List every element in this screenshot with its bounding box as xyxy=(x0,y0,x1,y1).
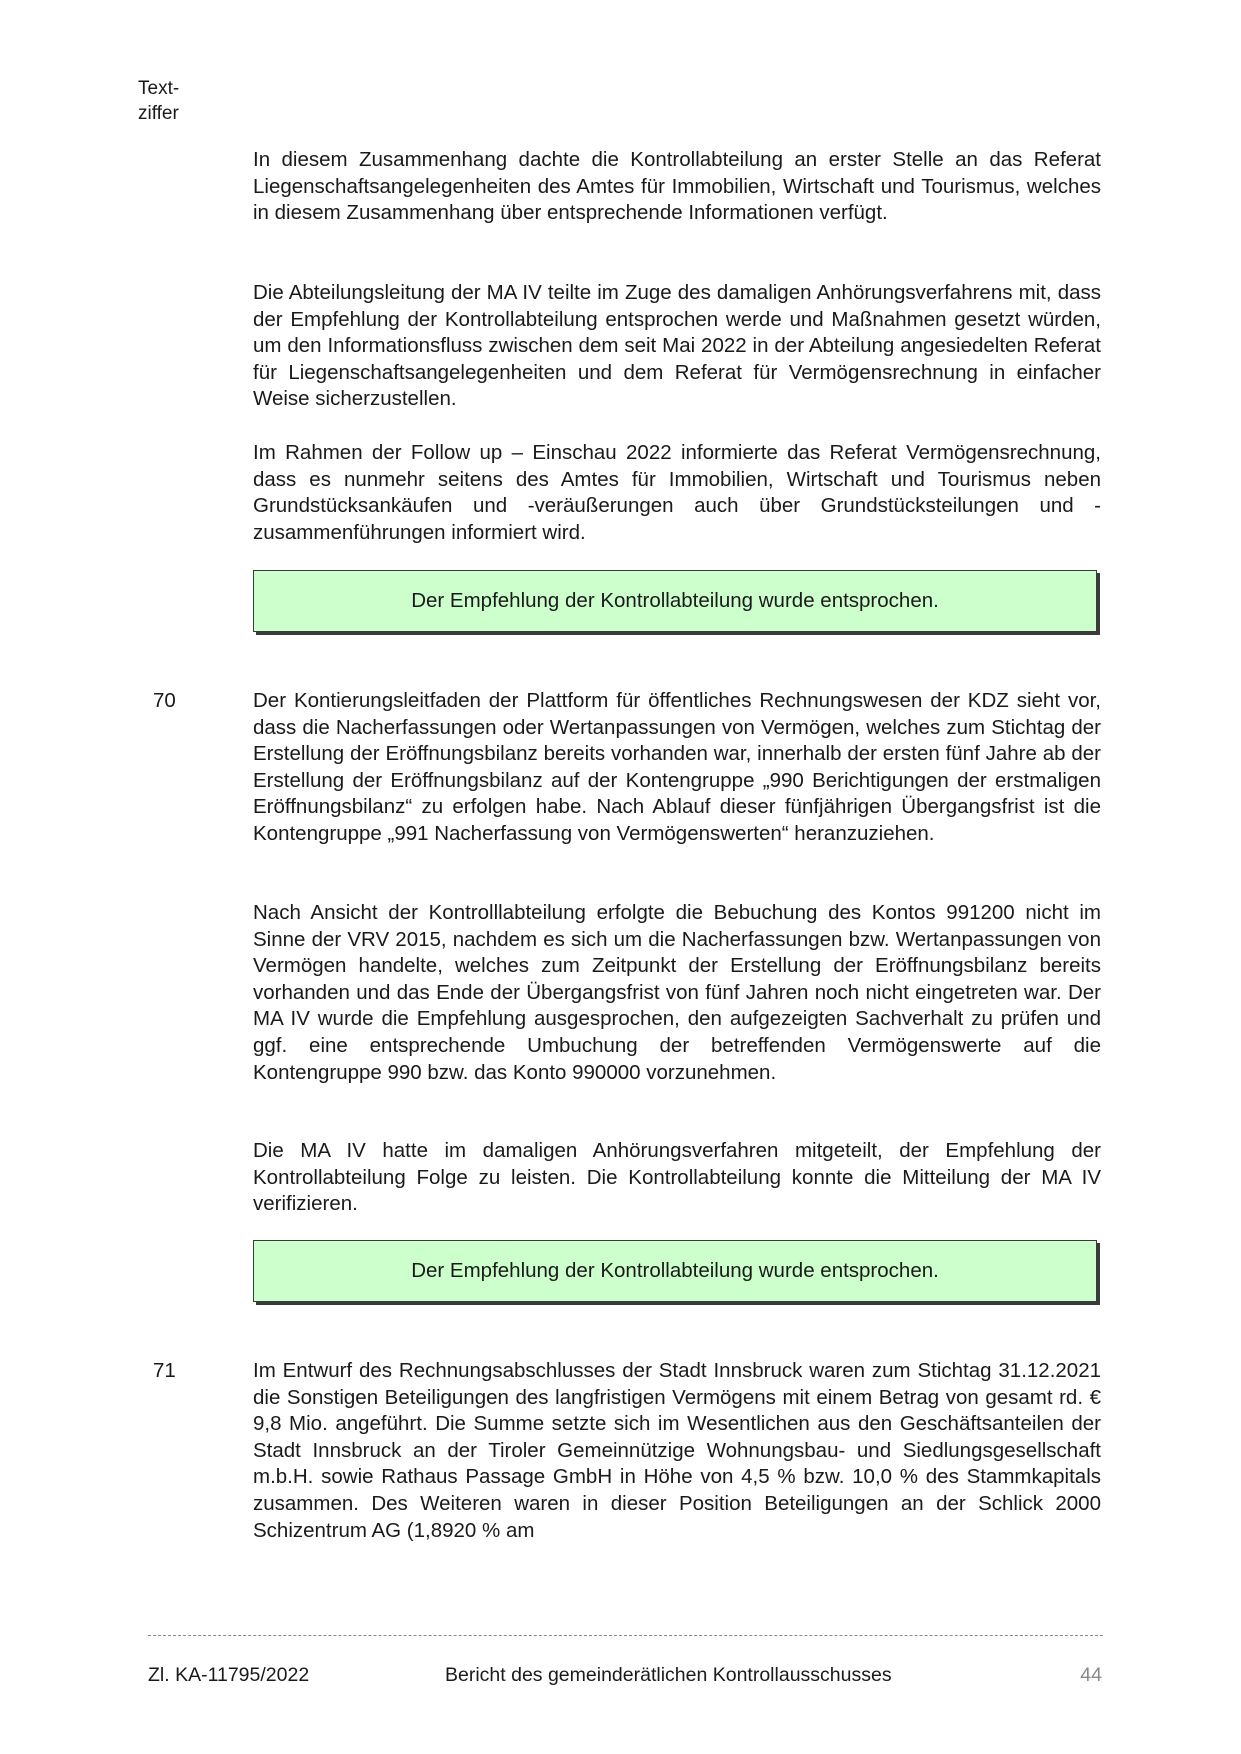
textziffer-number: 71 xyxy=(153,1359,176,1382)
recommendation-status-box: Der Empfehlung der Kontrollabteilung wurde entsprochen. xyxy=(253,1240,1097,1302)
textziffer-number: 70 xyxy=(153,689,176,712)
footer-divider xyxy=(148,1635,1103,1636)
paragraph-anhoerungsverfahren: Die MA IV hatte im damaligen Anhörungsverfahren mitgeteilt, der Empfehlung der Kontrollabteilung Folge zu leisten. Die Kontrollabteilung konnte die Mitteilung der MA IV verifizieren. xyxy=(253,1139,1101,1216)
paragraph-follow-up-einschau: Im Rahmen der Follow up – Einschau 2022 informierte das Referat Vermögensrechnung, dass es nunmehr seitens des Amtes für Immobilien, Wirtschaft und Tourismus neben Grundstücksankäufen und -veräußerungen auch über Grundstücksteilungen und -zusammenführungen informiert wird. xyxy=(253,441,1101,544)
paragraph-bebuchung-konto: Nach Ansicht der Kontrolllabteilung erfolgte die Bebuchung des Kontos 991200 nicht im Sinne der VRV 2015, nachdem es sich um die Nacherfassungen bzw. Wertanpassungen von Vermögen handelte, welches zum Zeitpunkt der Erstellung der Eröffnungsbilanz bereits vorhanden und das Ende der Übergangsfrist von fünf Jahren noch nicht eingetreten war. Der MA IV wurde die Empfehlung ausgesprochen, den aufgezeigten Sachverhalt zu prüfen und ggf. eine entsprechende Umbuchung der betreffenden Vermögenswerte auf die Kontengruppe 990 bzw. das Konto 990000 vorzunehmen. xyxy=(253,901,1101,1084)
footer-report-title: Bericht des gemeinderätlichen Kontrollausschusses xyxy=(445,1664,892,1686)
textziffer-column-label: Text- ziffer xyxy=(138,78,180,124)
footer-reference: Zl. KA-11795/2022 xyxy=(148,1664,310,1686)
recommendation-status-box: Der Empfehlung der Kontrollabteilung wurde entsprochen. xyxy=(253,570,1097,632)
paragraph-abteilungsleitung-response: Die Abteilungsleitung der MA IV teilte im Zuge des damaligen Anhörungsverfahrens mit, dass der Empfehlung der Kontrollabteilung entsprochen werde und Maßnahmen gesetzt würden, um den Informationsfluss zwischen dem seit Mai 2022 in der Abteilung angesiedelten Referat für Liegenschaftsangelegenheiten und dem Referat für Vermögensrechnung in einfacher Weise sicherzustellen. xyxy=(253,281,1101,411)
paragraph-sonstige-beteiligungen: Im Entwurf des Rechnungsabschlusses der Stadt Innsbruck waren zum Stichtag 31.12.2021 die Sonstigen Beteiligungen des langfristigen Vermögens mit einem Betrag von gesamt rd. € 9,8 Mio. angeführt. Die Summe setzte sich im Wesentlichen aus den Geschäftsanteilen der Stadt Innsbruck an der Tiroler Gemeinnützige Wohnungsbau- und Siedlungsgesellschaft m.b.H. sowie Rathaus Passage GmbH in Höhe von 4,5 % bzw. 10,0 % des Stammkapitals zusammen. Des Weiteren waren in dieser Position Beteiligungen an der Schlick 2000 Schizentrum AG (1,8920 % am xyxy=(253,1359,1101,1542)
paragraph-referat-liegenschaften: In diesem Zusammenhang dachte die Kontrollabteilung an erster Stelle an das Referat Liegenschaftsangelegenheiten des Amtes für Immobilien, Wirtschaft und Tourismus, welches in diesem Zusammenhang über entsprechende Informationen verfügt. xyxy=(253,148,1101,225)
paragraph-kontierungsleitfaden: Der Kontierungsleitfaden der Plattform für öffentliches Rechnungswesen der KDZ sieht vor, dass die Nacherfassungen oder Wertanpassungen von Vermögen, welches zum Stichtag der Erstellung der Eröffnungsbilanz bereits vorhanden war, innerhalb der ersten fünf Jahre ab der Erstellung der Eröffnungsbilanz auf der Kontengruppe „990 Berichtigungen der erstmaligen Eröffnungsbilanz“ zu erfolgen habe. Nach Ablauf dieser fünfjährigen Übergangsfrist ist die Kontengruppe „991 Nacherfassung von Vermögenswerten“ heranzuziehen. xyxy=(253,689,1101,845)
page-number: 44 xyxy=(1080,1664,1102,1686)
